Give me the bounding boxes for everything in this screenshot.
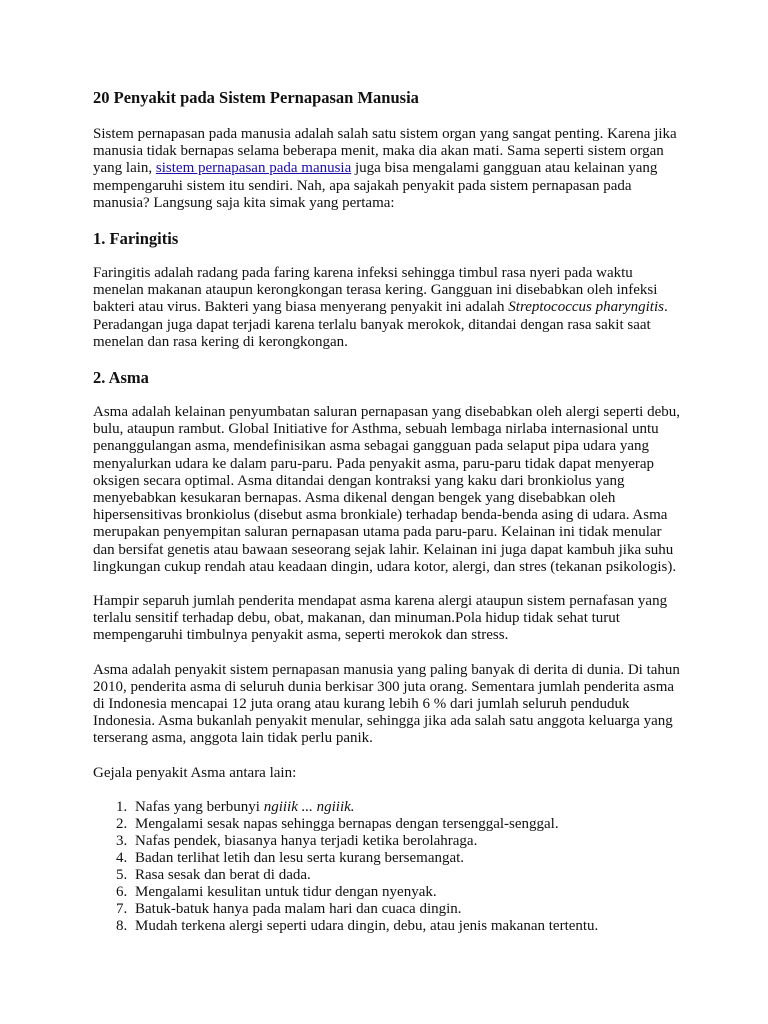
intro-text-before-link: Sistem pernapasan pada manusia adalah salah satu sistem organ yang sangat penting. Karena jika manusia tidak bernapas selama beberapa menit, maka dia akan mati. Sama seperti sistem organ yang lain, [93, 126, 677, 177]
list-item: 7. Batuk-batuk hanya pada malam hari dan cuaca dingin. [131, 901, 683, 918]
asma-paragraph-3: Asma adalah penyakit sistem pernapasan manusia yang paling banyak di derita di dunia. Di tahun 2010, penderita asma di seluruh dunia berkisar 300 juta orang. Sementara jumlah penderita asma di Indonesia mencapai 12 juta orang atau kurang lebih 6 % dari jumlah seluruh penduduk Indonesia. Asma bukanlah penyakit menular, sehingga jika ada salah satu anggota keluarga yang terserang asma, anggota lain tidak perlu panik. [93, 661, 680, 747]
faringitis-text-before: Faringitis adalah radang pada faring karena infeksi sehingga timbul rasa nyeri pada waktu menelan makanan ataupun kerongkongan terasa kering. Gangguan ini disebabkan oleh infeksi bakteri atau virus. Bakteri yang biasa menyerang penyakit ini adalah [93, 265, 658, 316]
list-item: 5. Rasa sesak dan berat di dada. [131, 867, 683, 884]
symptoms-intro: Gejala penyakit Asma antara lain: [93, 764, 297, 781]
list-item: 4. Badan terlihat letih dan lesu serta kurang bersemangat. [131, 850, 683, 867]
list-item: 8. Mudah terkena alergi seperti udara dingin, debu, atau jenis makanan tertentu. [131, 918, 683, 935]
symptom-1-text: Nafas yang berbunyi [135, 798, 264, 815]
list-item: 3. Nafas pendek, biasanya hanya terjadi ketika berolahraga. [131, 833, 683, 850]
list-item [131, 799, 683, 816]
section-heading-asma: 2. Asma [93, 368, 149, 388]
list-item: 2. Mengalami sesak napas sehingga bernapas dengan tersenggal-senggal. [131, 816, 683, 833]
document-title: 20 Penyakit pada Sistem Pernapasan Manusia [93, 88, 419, 107]
asma-paragraph-1: Asma adalah kelainan penyumbatan saluran pernapasan yang disebabkan oleh alergi seperti debu, bulu, ataupun rambut. Global Initiative for Asthma, sebuah lembaga nirlaba internasional untu penanggulangan asma, mendefinisikan asma sebagai gangguan pada selaput pipa udara yang menyalurkan udara ke dalam paru-paru. Pada penyakit asma, paru-paru tidak dapat menyerap oksigen secara optimal. Asma ditandai dengan kontraksi yang kaku dari bronkiolus yang menyebabkan kesukaran bernapas. Asma dikenal dengan bengek yang disebabkan oleh hipersensitivas bronkiolus (disebut asma bronkiale) terhadap benda-benda asing di udara. Asma merupakan penyempitan saluran pernapasan utama pada paru-paru. Kelainan ini tidak menular dan bersifat genetis atau bawaan seseorang sejak lahir. Kelainan ini juga dapat kambuh jika suhu lingkungan cukup rendah atau keadaan dingin, udara kotor, alergi, dan stres (tekanan psikologis). [93, 404, 681, 575]
bacteria-name: Streptococcus pharyngitis [508, 299, 664, 316]
intro-text-after-link: juga bisa mengalami gangguan atau kelainan yang mempengaruhi sistem itu sendiri. Nah, apa sajakah penyakit pada sistem pernapasan pada manusia? Langsung saja kita simak yang pertama: [93, 160, 658, 211]
respiratory-system-link[interactable]: sistem pernapasan pada manusia [155, 160, 352, 177]
document-page [93, 88, 683, 935]
list-item: 6. Mengalami kesulitan untuk tidur dengan nyenyak. [131, 884, 683, 901]
intro-paragraph [93, 126, 683, 212]
symptoms-list [93, 799, 683, 935]
symptom-1-sound: ngiiik ... ngiiik. [263, 798, 355, 815]
section-heading-faringitis: 1. Faringitis [93, 229, 179, 249]
asma-paragraph-2: Hampir separuh jumlah penderita mendapat asma karena alergi ataupun sistem pernafasan yang terlalu sensitif terhadap debu, obat, makanan, dan minuman.Pola hidup tidak sehat turut mempengaruhi timbulnya penyakit asma, seperti merokok dan stress. [93, 593, 668, 644]
faringitis-paragraph [93, 265, 683, 351]
faringitis-text-after: . Peradangan juga dapat terjadi karena terlalu banyak merokok, ditandai dengan rasa sakit saat menelan dan rasa kering di kerongkongan. [93, 299, 668, 350]
